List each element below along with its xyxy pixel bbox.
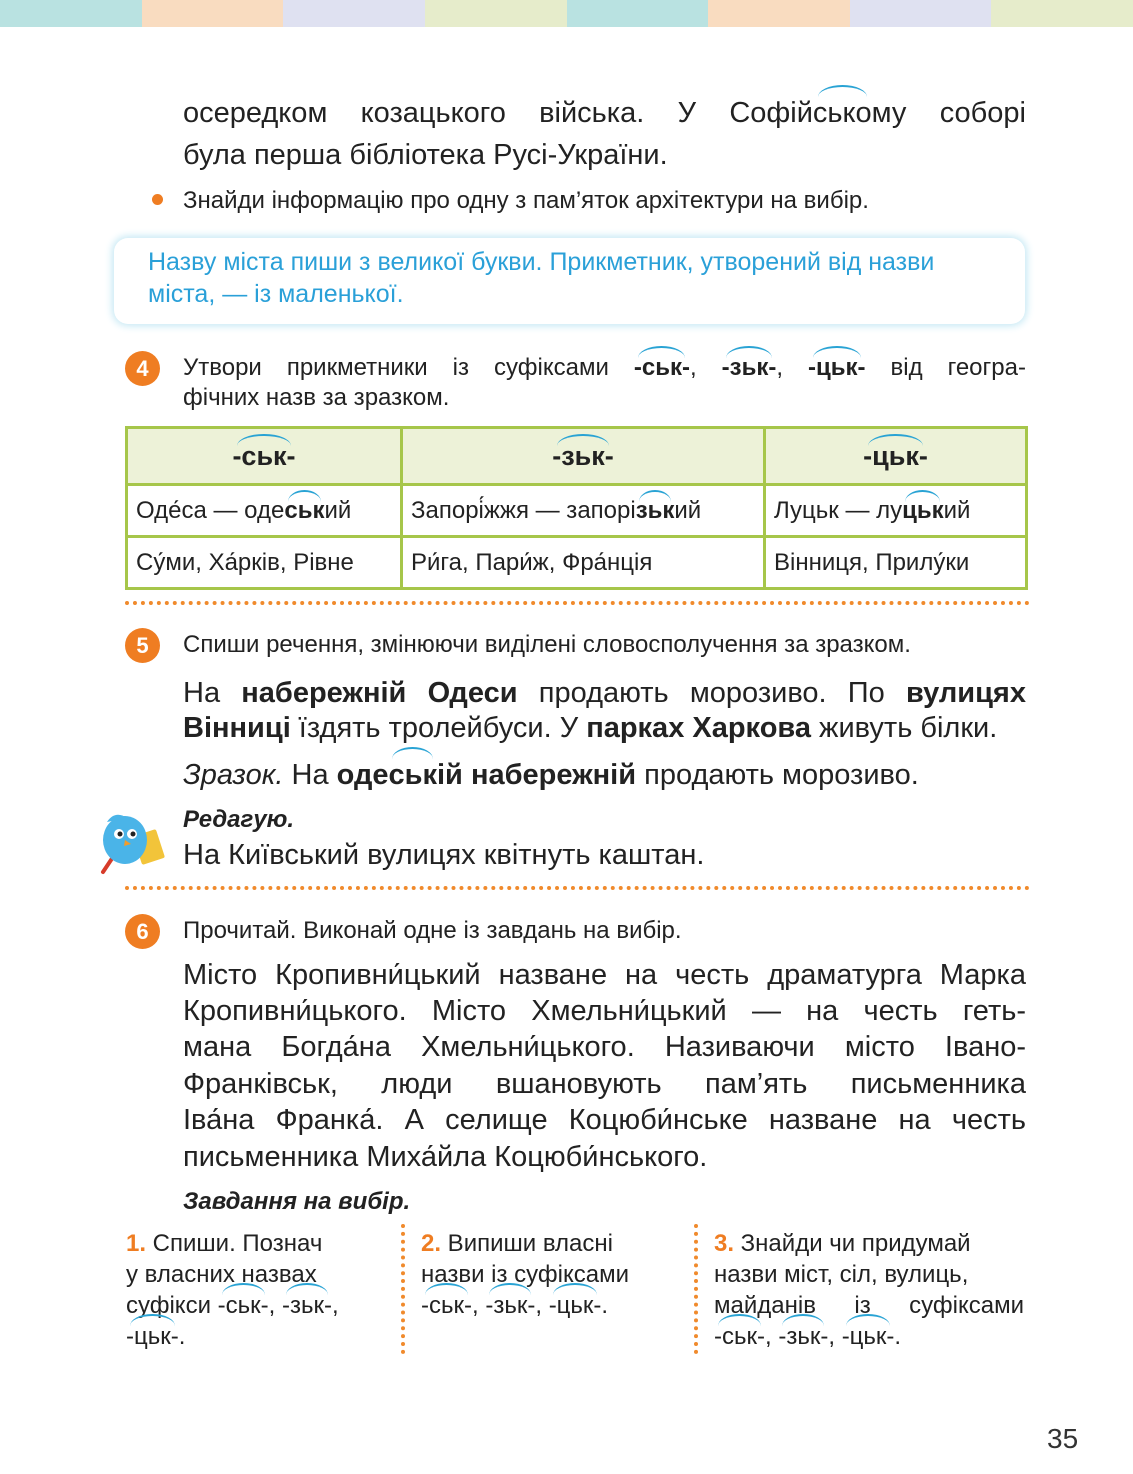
- table-cell: Су́ми, Ха́рків, Рівне: [127, 537, 402, 589]
- paragraph-line-1: осередком козацького війська. У Софійському соборі: [183, 92, 1026, 134]
- edit-text: На Київський вулицях квітнуть каштан.: [183, 839, 705, 871]
- edit-label: Редагую.: [183, 806, 295, 833]
- task4-instruction-line-1: Утвори прикметники із суфіксами -ськ-, -зьк-, -цьк- від геогра-: [183, 354, 1026, 381]
- rule-box: [114, 238, 1025, 324]
- bullet-text: Знайди інформацію про одну з пам’яток архітектури на вибір.: [183, 187, 869, 214]
- task-number-6: 6: [125, 914, 160, 949]
- table-header: -ськ-: [127, 428, 402, 485]
- task6-text-line: Франківськ, люди вшановують пам’ять письменника: [183, 1068, 1026, 1100]
- task5-instruction: Спиши речення, змінюючи виділені словосполучення за зразком.: [183, 631, 911, 658]
- task6-text-line: мана Богда́на Хмельни́цького. Називаючи місто Івано-: [183, 1031, 1026, 1063]
- table-cell: Ри́га, Пари́ж, Фра́нція: [402, 537, 765, 589]
- table-cell: Оде́са — одеський: [127, 485, 402, 537]
- table-row: [127, 485, 1027, 537]
- choice-3: 3. Знайди чи придумай назви міст, сіл, вулиць, майданів із суфіксами -ськ-, -зьк-, -цьк-.: [714, 1230, 1024, 1350]
- choice-1: 1. Спиши. Познач у власних назвах суфікси -ськ-, -зьк-, -цьк-.: [126, 1230, 339, 1350]
- top-color-stripes: [0, 0, 1133, 27]
- table-header: -цьк-: [765, 428, 1027, 485]
- task5-sentence-line-2: Вінниці їздять тролейбуси. У парках Харкова живуть білки.: [183, 712, 998, 744]
- paragraph-line-2: була перша бібліотека Русі-України.: [183, 139, 668, 171]
- table-cell: Вінниця, Прилу́ки: [765, 537, 1027, 589]
- mascot-bird-icon: [97, 810, 167, 876]
- table-header: -зьк-: [402, 428, 765, 485]
- dotted-divider: [125, 601, 1030, 605]
- task6-text-line: Кропивни́цького. Місто Хмельни́цький — на честь геть-: [183, 995, 1026, 1027]
- task6-instruction: Прочитай. Виконай одне із завдань на вибір.: [183, 917, 682, 944]
- task6-text-line: письменника Миха́йла Коцюби́нського.: [183, 1141, 708, 1173]
- choice-title: Завдання на вибір.: [183, 1188, 411, 1215]
- table-cell: Запорі́жжя — запорізький: [402, 485, 765, 537]
- task-number-5: 5: [125, 628, 160, 663]
- table-row: [127, 537, 1027, 589]
- table-cell: Луцьк — луцький: [765, 485, 1027, 537]
- choice-2: 2. Випиши власні назви із суфіксами -ськ-, -зьк-, -цьк-.: [421, 1230, 629, 1319]
- suffix-table: [125, 426, 1028, 590]
- task5-sentence-line-1: На набережній Одеси продають морозиво. По вулицях: [183, 677, 1026, 709]
- dotted-divider: [125, 886, 1030, 890]
- task6-text-line: Іва́на Франка́. А селище Коцюби́нське назване на честь: [183, 1104, 1026, 1136]
- task4-instruction-line-2: фічних назв за зразком.: [183, 384, 450, 411]
- rule-text: Назву міста пиши з великої букви. Прикметник, утворений від назви міста, — із маленької.: [148, 248, 935, 308]
- page-number: 35: [1047, 1423, 1079, 1454]
- bullet-icon: [152, 194, 163, 205]
- task-number-4: 4: [125, 351, 160, 386]
- table-header-row: [127, 428, 1027, 485]
- task6-text-line: Місто Кропивни́цький назване на честь драматурга Марка: [183, 959, 1026, 991]
- task5-sample: Зразок. На одеській набережній продають морозиво.: [183, 754, 919, 796]
- dotted-column-divider: [694, 1224, 698, 1354]
- dotted-column-divider: [401, 1224, 405, 1354]
